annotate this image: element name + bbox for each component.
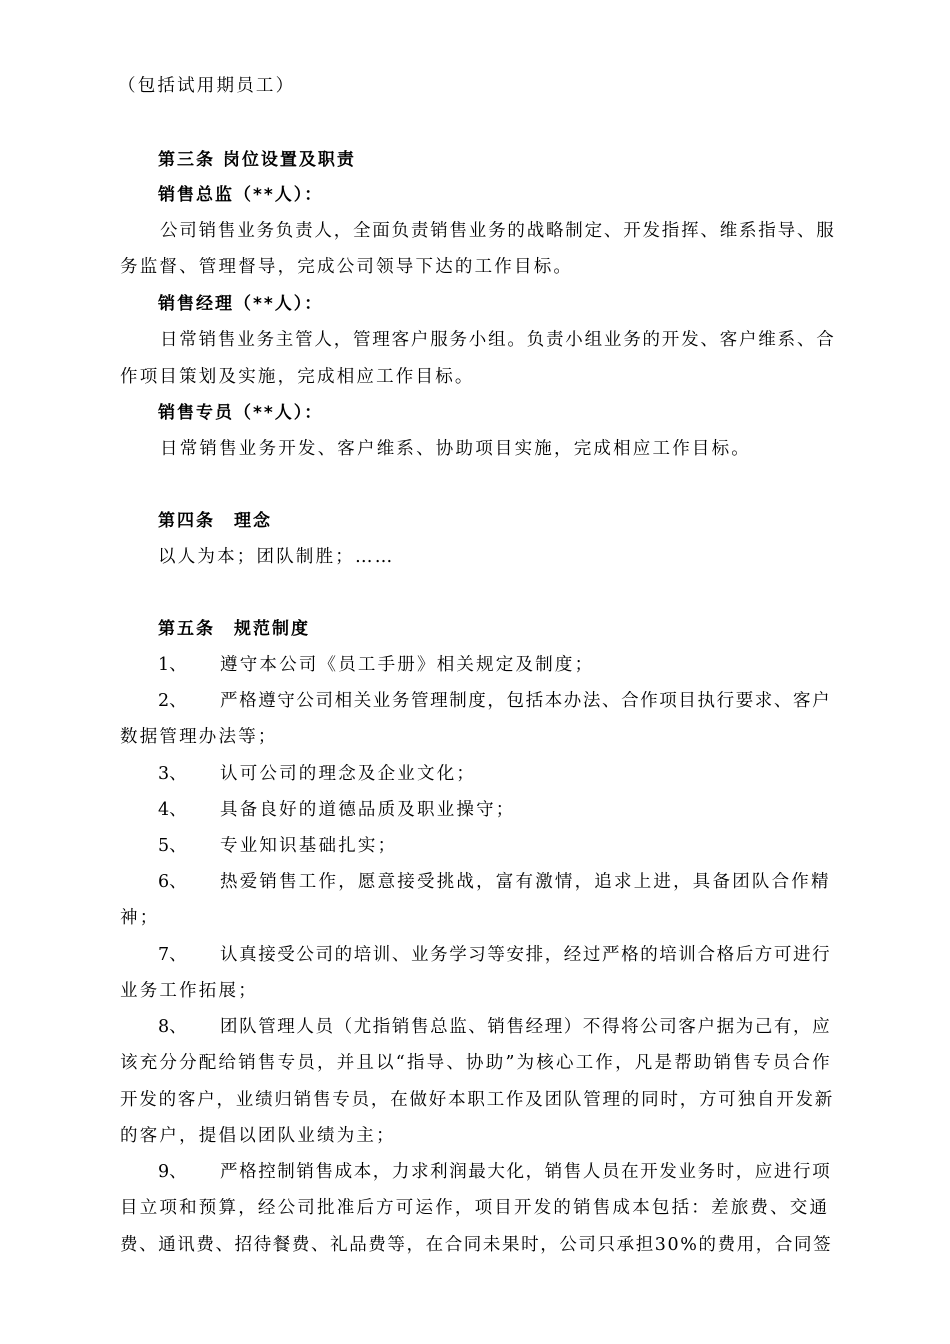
- article-4-heading: 第四条 理念: [158, 511, 272, 531]
- item-line: 的客户，提倡以团队业绩为主；: [120, 1126, 396, 1146]
- director-title: 销售总监（**人）：: [158, 185, 324, 205]
- item-line: 目立项和预算，经公司批准后方可运作，项目开发的销售成本包括：差旅费、交通: [120, 1198, 830, 1218]
- item-line: 专业知识基础扎实；: [220, 836, 398, 856]
- item-line: 遵守本公司《员工手册》相关规定及制度；: [220, 655, 595, 675]
- item-line: 开发的客户，业绩归销售专员，在做好本职工作及团队管理的同时，方可独自开发新: [120, 1090, 835, 1110]
- item-number: 2、: [158, 691, 187, 711]
- director-desc-line-1: 公司销售业务负责人，全面负责销售业务的战略制定、开发指挥、维系指导、服: [160, 221, 836, 241]
- item-line: 神；: [120, 908, 160, 928]
- manager-desc-line-1: 日常销售业务主管人，管理客户服务小组。负责小组业务的开发、客户维系、合: [160, 330, 836, 350]
- item-line: 团队管理人员（尤指销售总监、销售经理）不得将公司客户据为己有，应: [220, 1017, 832, 1037]
- item-line: 费、通讯费、招待餐费、礼品费等，在合同未果时，公司只承担30%的费用，合同签: [120, 1235, 833, 1255]
- item-line: 严格遵守公司相关业务管理制度，包括本办法、合作项目执行要求、客户: [220, 691, 832, 711]
- item-number: 7、: [158, 945, 187, 965]
- item-number: 8、: [158, 1017, 187, 1037]
- item-line: 数据管理办法等；: [120, 727, 278, 747]
- item-line: 该充分分配给销售专员，并且以“指导、协助”为核心工作，凡是帮助销售专员合作: [120, 1053, 832, 1073]
- item-number: 9、: [158, 1162, 187, 1182]
- item-number: 1、: [158, 655, 187, 675]
- item-number: 6、: [158, 872, 187, 892]
- manager-title: 销售经理（**人）：: [158, 294, 324, 314]
- article-4-body: 以人为本；团队制胜；……: [158, 547, 395, 567]
- article-3-heading: 第三条 岗位设置及职责: [158, 150, 356, 170]
- director-desc-line-2: 务监督、管理督导，完成公司领导下达的工作目标。: [120, 257, 574, 277]
- item-line: 具备良好的道德品质及职业操守；: [220, 800, 516, 820]
- intro-note: （包括试用期员工）: [118, 76, 296, 96]
- specialist-desc-line-1: 日常销售业务开发、客户维系、协助项目实施，完成相应工作目标。: [160, 439, 751, 459]
- item-line: 认真接受公司的培训、业务学习等安排，经过严格的培训合格后方可进行: [220, 945, 832, 965]
- item-line: 认可公司的理念及企业文化；: [220, 764, 477, 784]
- item-line: 热爱销售工作，愿意接受挑战，富有激情，追求上进，具备团队合作精: [220, 872, 831, 892]
- item-line: 业务工作拓展；: [120, 981, 258, 1001]
- item-line: 严格控制销售成本，力求利润最大化，销售人员在开发业务时，应进行项: [220, 1162, 832, 1182]
- manager-desc-line-2: 作项目策划及实施，完成相应工作目标。: [120, 367, 475, 387]
- item-number: 5、: [158, 836, 187, 856]
- specialist-title: 销售专员（**人）：: [158, 403, 324, 423]
- item-number: 4、: [158, 800, 187, 820]
- item-number: 3、: [158, 764, 187, 784]
- article-5-heading: 第五条 规范制度: [158, 619, 310, 639]
